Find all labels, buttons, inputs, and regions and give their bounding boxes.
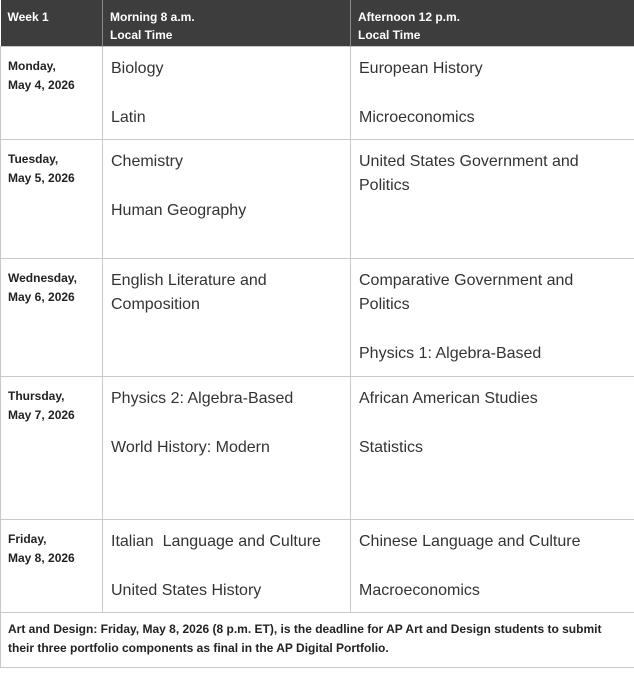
subject: Human Geography xyxy=(111,201,247,219)
table-row xyxy=(1,519,634,612)
table-row xyxy=(1,376,634,519)
footnote-text: Friday, May 8, 2026 (8 p.m. ET), is the deadline for AP Art and Design students to submit their three portfolio components as final in the AP Digital Portfolio. xyxy=(8,621,602,655)
afternoon-cell xyxy=(351,46,634,139)
header-morning-label: Morning 8 a.m. xyxy=(110,10,195,24)
day-date: May 8, 2026 xyxy=(8,550,75,565)
day-date: May 6, 2026 xyxy=(8,289,75,304)
subject: United States History xyxy=(111,581,262,599)
header-morning xyxy=(103,0,351,46)
day-cell xyxy=(1,258,103,376)
day-date: May 5, 2026 xyxy=(8,170,75,185)
day-cell xyxy=(1,139,103,258)
day-name: Friday, xyxy=(8,531,47,546)
subject: European History xyxy=(359,59,483,77)
morning-cell xyxy=(103,258,351,376)
day-name: Wednesday, xyxy=(8,270,77,285)
afternoon-cell xyxy=(351,258,634,376)
table-row xyxy=(1,258,634,376)
day-date: May 7, 2026 xyxy=(8,407,75,422)
morning-cell xyxy=(103,46,351,139)
morning-cell xyxy=(103,139,351,258)
table-row xyxy=(1,46,634,139)
day-cell xyxy=(1,376,103,519)
subject: Chemistry xyxy=(111,152,184,170)
afternoon-cell xyxy=(351,519,634,612)
day-name: Tuesday, xyxy=(8,151,59,166)
day-cell xyxy=(1,519,103,612)
subject: Latin xyxy=(111,108,146,126)
subject: United States Government and Politics xyxy=(359,152,579,194)
subject: Macroeconomics xyxy=(359,581,480,599)
subject: English Literature and Composition xyxy=(111,271,267,313)
header-afternoon-label: Afternoon 12 p.m. xyxy=(358,10,461,24)
table-row xyxy=(1,139,634,258)
afternoon-cell xyxy=(351,376,634,519)
subject: Comparative Government and Politics xyxy=(359,271,574,313)
day-name: Monday, xyxy=(8,58,56,73)
subject: African American Studies xyxy=(359,389,538,407)
subject: Physics 1: Algebra-Based xyxy=(359,344,542,362)
morning-cell xyxy=(103,376,351,519)
subject: Physics 2: Algebra-Based xyxy=(111,389,294,407)
afternoon-cell xyxy=(351,139,634,258)
subject: Italian Language and Culture xyxy=(111,532,321,550)
footnote-row xyxy=(1,612,634,667)
day-date: May 4, 2026 xyxy=(8,77,75,92)
subject: Statistics xyxy=(359,438,424,456)
header-week xyxy=(1,0,103,46)
footnote-cell xyxy=(1,612,634,667)
header-afternoon-sublabel: Local Time xyxy=(358,28,421,42)
subject: World History: Modern xyxy=(111,438,270,456)
morning-cell xyxy=(103,519,351,612)
table-header-row xyxy=(1,0,634,46)
day-name: Thursday, xyxy=(8,388,65,403)
header-afternoon xyxy=(351,0,634,46)
subject: Chinese Language and Culture xyxy=(359,532,581,550)
footnote-label: Art and Design: xyxy=(8,621,98,636)
day-cell xyxy=(1,46,103,139)
header-week-label: Week 1 xyxy=(7,10,49,24)
subject: Biology xyxy=(111,59,164,77)
header-morning-sublabel: Local Time xyxy=(110,28,173,42)
subject: Microeconomics xyxy=(359,108,475,126)
